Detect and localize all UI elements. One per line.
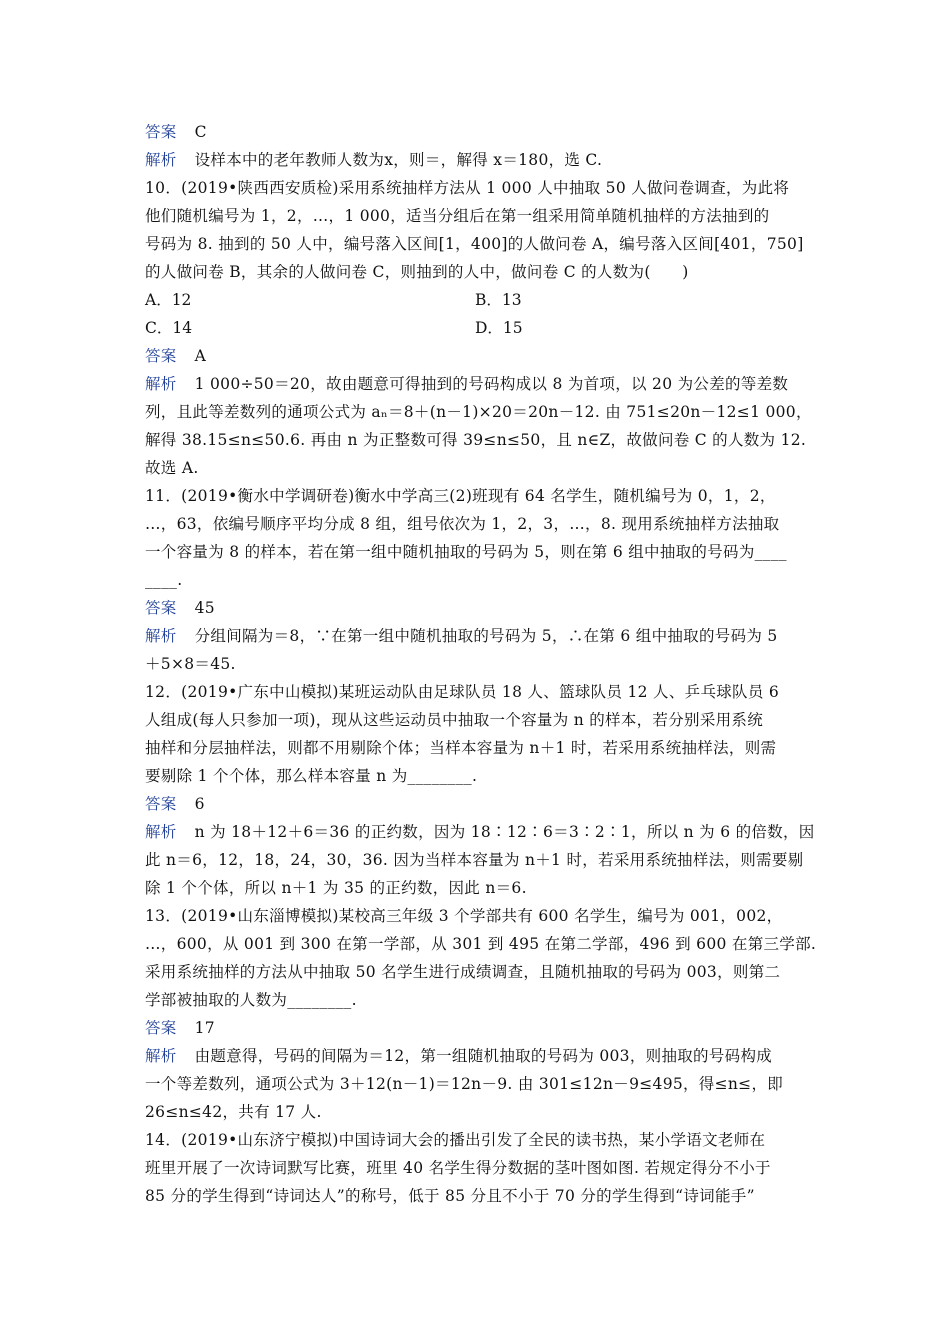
q11-answer: 45	[194, 599, 215, 617]
q13-stem-line: 采用系统抽样的方法从中抽取 50 名学生进行成绩调查，且随机抽取的号码为 003，则第二	[145, 963, 781, 981]
q10-answer-line	[145, 345, 206, 367]
analysis-label: 解析	[145, 627, 177, 645]
q10-stem-line: 他们随机编号为 1，2，…，1 000，适当分组后在第一组采用简单随机抽样的方法抽到的	[145, 207, 770, 225]
q9-answer: C	[194, 123, 207, 141]
q11-stem-line: ____.	[145, 571, 183, 589]
q10-analysis-text: 列，且此等差数列的通项公式为 aₙ＝8＋(n－1)×20＝20n－12. 由 751≤20n－12≤1 000，	[145, 403, 812, 421]
q10-option-a: A．12	[145, 291, 192, 309]
q13-analysis-text: 由题意得，号码的间隔为＝12，第一组随机抽取的号码为 003，则抽取的号码构成	[194, 1047, 773, 1065]
q10-option-d: D．15	[475, 319, 523, 337]
q13-answer: 17	[194, 1019, 215, 1037]
q10-option-c: C．14	[145, 319, 193, 337]
q9-answer-line	[145, 121, 207, 143]
answer-label: 答案	[145, 599, 177, 617]
answer-label: 答案	[145, 123, 177, 141]
q9-analysis-line	[145, 149, 602, 171]
q13-analysis-text: 一个等差数列，通项公式为 3＋12(n－1)＝12n－9. 由 301≤12n－9≤495，得≤n≤，即	[145, 1075, 784, 1093]
q13-stem-line: 学部被抽取的人数为________.	[145, 991, 357, 1009]
q11-answer-line	[145, 597, 215, 619]
answer-label: 答案	[145, 1019, 177, 1037]
answer-label: 答案	[145, 347, 177, 365]
q14-stem-line: 14．(2019•山东济宁模拟)中国诗词大会的播出引发了全民的读书热，某小学语文老师在	[145, 1131, 766, 1149]
q12-analysis-text: 除 1 个个体，所以 n＋1 为 35 的正约数，因此 n＝6.	[145, 879, 527, 897]
q13-answer-line	[145, 1017, 215, 1039]
q13-stem-line: 13．(2019•山东淄博模拟)某校高三年级 3 个学部共有 600 名学生，编号为 001，002，	[145, 907, 783, 925]
q11-analysis-text: ＋5×8＝45.	[145, 655, 236, 673]
q12-analysis-text: n 为 18＋12＋6＝36 的正约数，因为 18∶12∶6＝3∶2∶1，所以 n 为 6 的倍数，因	[194, 823, 815, 841]
q10-analysis-text: 解得 38.15≤n≤50.6. 再由 n 为正整数可得 39≤n≤50，且 n∈Z，故做问卷 C 的人数为 12.	[145, 431, 807, 449]
q11-stem-line: …，63，依编号顺序平均分成 8 组，组号依次为 1，2，3，…，8. 现用系统抽样方法抽取	[145, 515, 780, 533]
q10-stem-line: 的人做问卷 B，其余的人做问卷 C，则抽到的人中，做问卷 C 的人数为( )	[145, 263, 689, 281]
q10-analysis-text: 故选 A.	[145, 459, 199, 477]
analysis-label: 解析	[145, 823, 177, 841]
q11-stem-line: 11．(2019•衡水中学调研卷)衡水中学高三(2)班现有 64 名学生，随机编号为 0，1，2，	[145, 487, 776, 505]
q14-stem-line: 85 分的学生得到“诗词达人”的称号，低于 85 分且不小于 70 分的学生得到“诗词能手”	[145, 1187, 755, 1205]
q9-analysis: 设样本中的老年教师人数为x，则＝，解得 x＝180，选 C.	[194, 151, 603, 169]
q11-stem-line: 一个容量为 8 的样本，若在第一组中随机抽取的号码为 5，则在第 6 组中抽取的号码为____	[145, 543, 787, 561]
q10-analysis-line	[145, 373, 788, 395]
answer-label: 答案	[145, 795, 177, 813]
q11-analysis-text: 分组间隔为＝8，∵在第一组中随机抽取的号码为 5，∴在第 6 组中抽取的号码为 5	[194, 627, 778, 645]
q14-stem-line: 班里开展了一次诗词默写比赛，班里 40 名学生得分数据的茎叶图如图. 若规定得分不小于	[145, 1159, 771, 1177]
q10-answer: A	[194, 347, 207, 365]
q13-analysis-text: 26≤n≤42，共有 17 人.	[145, 1103, 322, 1121]
q12-stem-line: 要剔除 1 个个体，那么样本容量 n 为________.	[145, 767, 478, 785]
q12-stem-line: 12．(2019•广东中山模拟)某班运动队由足球队员 18 人、篮球队员 12 人、乒乓球队员 6	[145, 683, 780, 701]
q12-answer: 6	[194, 795, 205, 813]
q12-analysis-line	[145, 821, 815, 843]
q12-answer-line	[145, 793, 205, 815]
q10-analysis-text: 1 000÷50＝20，故由题意可得抽到的号码构成以 8 为首项，以 20 为公差的等差数	[194, 375, 789, 393]
q12-analysis-text: 此 n＝6，12，18，24，30，36. 因为当样本容量为 n＋1 时，若采用系统抽样法，则需要剔	[145, 851, 804, 869]
q10-stem-line: 号码为 8. 抽到的 50 人中，编号落入区间[1，400]的人做问卷 A，编号落入区间[401，750]	[145, 235, 804, 253]
analysis-label: 解析	[145, 375, 177, 393]
q12-stem-line: 抽样和分层抽样法，则都不用剔除个体；当样本容量为 n＋1 时，若采用系统抽样法，则需	[145, 739, 777, 757]
q13-analysis-line	[145, 1045, 772, 1067]
analysis-label: 解析	[145, 151, 177, 169]
q10-option-b: B．13	[475, 291, 522, 309]
analysis-label: 解析	[145, 1047, 177, 1065]
q10-stem-line: 10．(2019•陕西西安质检)采用系统抽样方法从 1 000 人中抽取 50 人做问卷调查，为此将	[145, 179, 790, 197]
q11-analysis-line	[145, 625, 778, 647]
q12-stem-line: 人组成(每人只参加一项)，现从这些运动员中抽取一个容量为 n 的样本，若分别采用系统	[145, 711, 764, 729]
q13-stem-line: …，600，从 001 到 300 在第一学部，从 301 到 495 在第二学部，496 到 600 在第三学部.	[145, 935, 817, 953]
